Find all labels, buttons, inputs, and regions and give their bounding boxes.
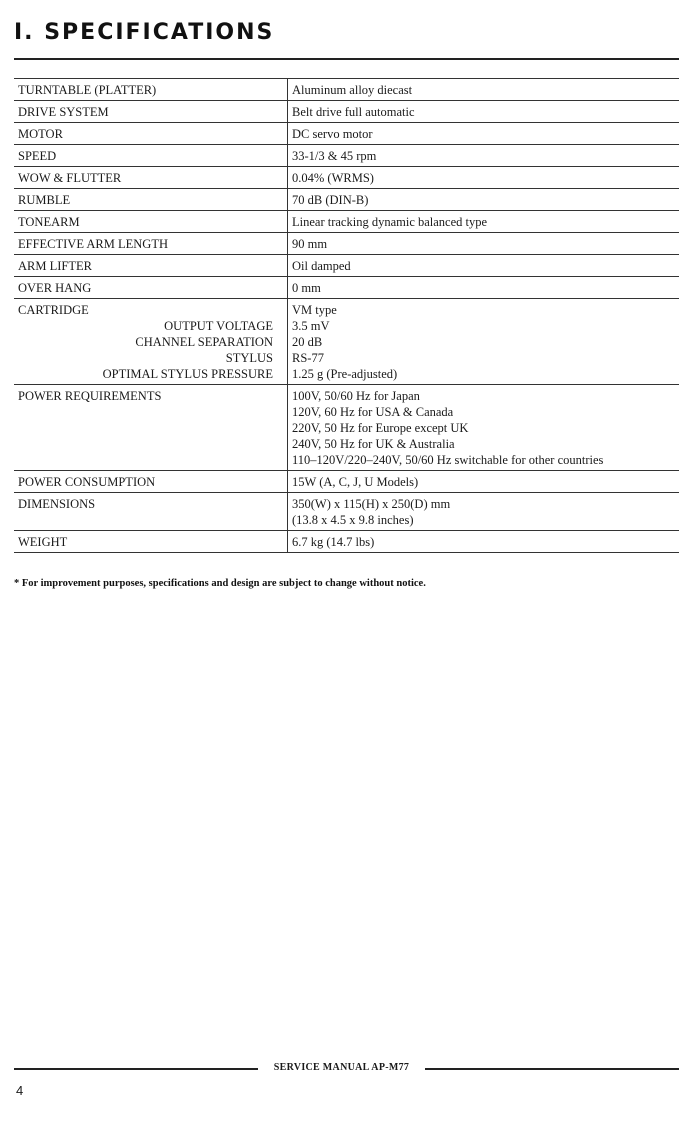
spec-label: CARTRIDGE [18,303,89,317]
spec-label-group [14,299,288,385]
spec-value: 120V, 60 Hz for USA & Canada [292,405,454,419]
page-title: I. SPECIFICATIONS [14,20,275,45]
spec-value: DC servo motor [288,123,680,145]
spec-row-speed [14,145,679,167]
spec-label: POWER CONSUMPTION [18,475,156,489]
spec-label: ARM LIFTER [18,259,92,273]
spec-row-turntable [14,79,679,101]
improvement-note: * For improvement purposes, specifications and design are subject to change without notice. [14,578,426,589]
spec-row-dimensions [14,493,679,531]
spec-row-wow-flutter [14,167,679,189]
page-number: 4 [16,1083,24,1098]
spec-value: Linear tracking dynamic balanced type [288,211,680,233]
spec-label: OVER HANG [18,281,92,295]
spec-label: EFFECTIVE ARM LENGTH [18,237,168,251]
spec-label: DRIVE SYSTEM [18,105,109,119]
footer-rule [425,1068,679,1070]
spec-sublabel: CHANNEL SEPARATION [135,335,273,349]
spec-label: MOTOR [18,127,63,141]
spec-row-arm-length [14,233,679,255]
spec-label: SPEED [18,149,57,163]
spec-row-power-requirements [14,385,679,471]
spec-value: 0 mm [288,277,680,299]
spec-value: 0.04% (WRMS) [288,167,680,189]
spec-value: 110–120V/220–240V, 50/60 Hz switchable for other countries [292,453,604,467]
spec-value: Oil damped [288,255,680,277]
spec-value-group [288,385,680,471]
spec-value: 33-1/3 & 45 rpm [288,145,680,167]
footer-rule [14,1068,258,1070]
spec-row-cartridge [14,299,679,385]
spec-sublabel: STYLUS [225,351,273,365]
spec-row-arm-lifter [14,255,679,277]
footer-manual-title: SERVICE MANUAL AP-M77 [273,1062,410,1073]
spec-row-tonearm [14,211,679,233]
spec-row-weight [14,531,679,553]
spec-row-rumble [14,189,679,211]
spec-label: POWER REQUIREMENTS [18,389,162,403]
spec-value: 70 dB (DIN-B) [288,189,680,211]
spec-value: RS-77 [292,351,324,365]
title-rule [14,58,679,60]
spec-value: (13.8 x 4.5 x 9.8 inches) [292,513,414,527]
spec-value: Aluminum alloy diecast [288,79,680,101]
spec-label: TURNTABLE (PLATTER) [18,83,157,97]
spec-value: VM type [292,303,337,317]
spec-value: 100V, 50/60 Hz for Japan [292,389,420,403]
spec-sublabel: OPTIMAL STYLUS PRESSURE [102,367,273,381]
specifications-table [14,78,679,553]
spec-value: 220V, 50 Hz for Europe except UK [292,421,469,435]
spec-label: DIMENSIONS [18,497,96,511]
spec-sublabel: OUTPUT VOLTAGE [164,319,273,333]
spec-value: 20 dB [292,335,323,349]
spec-value: 6.7 kg (14.7 lbs) [288,531,680,553]
spec-row-power-consumption [14,471,679,493]
spec-value: 350(W) x 115(H) x 250(D) mm [292,497,451,511]
spec-row-drive-system [14,101,679,123]
spec-value-group [288,493,680,531]
spec-value: 3.5 mV [292,319,330,333]
spec-value-group [288,299,680,385]
spec-value: 240V, 50 Hz for UK & Australia [292,437,455,451]
spec-row-over-hang [14,277,679,299]
spec-label: TONEARM [18,215,80,229]
spec-value: 90 mm [288,233,680,255]
spec-value: 15W (A, C, J, U Models) [288,471,680,493]
spec-label: WEIGHT [18,535,68,549]
spec-value: 1.25 g (Pre-adjusted) [292,367,398,381]
spec-value: Belt drive full automatic [288,101,680,123]
spec-label: WOW & FLUTTER [18,171,122,185]
spec-label: RUMBLE [18,193,71,207]
spec-row-motor [14,123,679,145]
